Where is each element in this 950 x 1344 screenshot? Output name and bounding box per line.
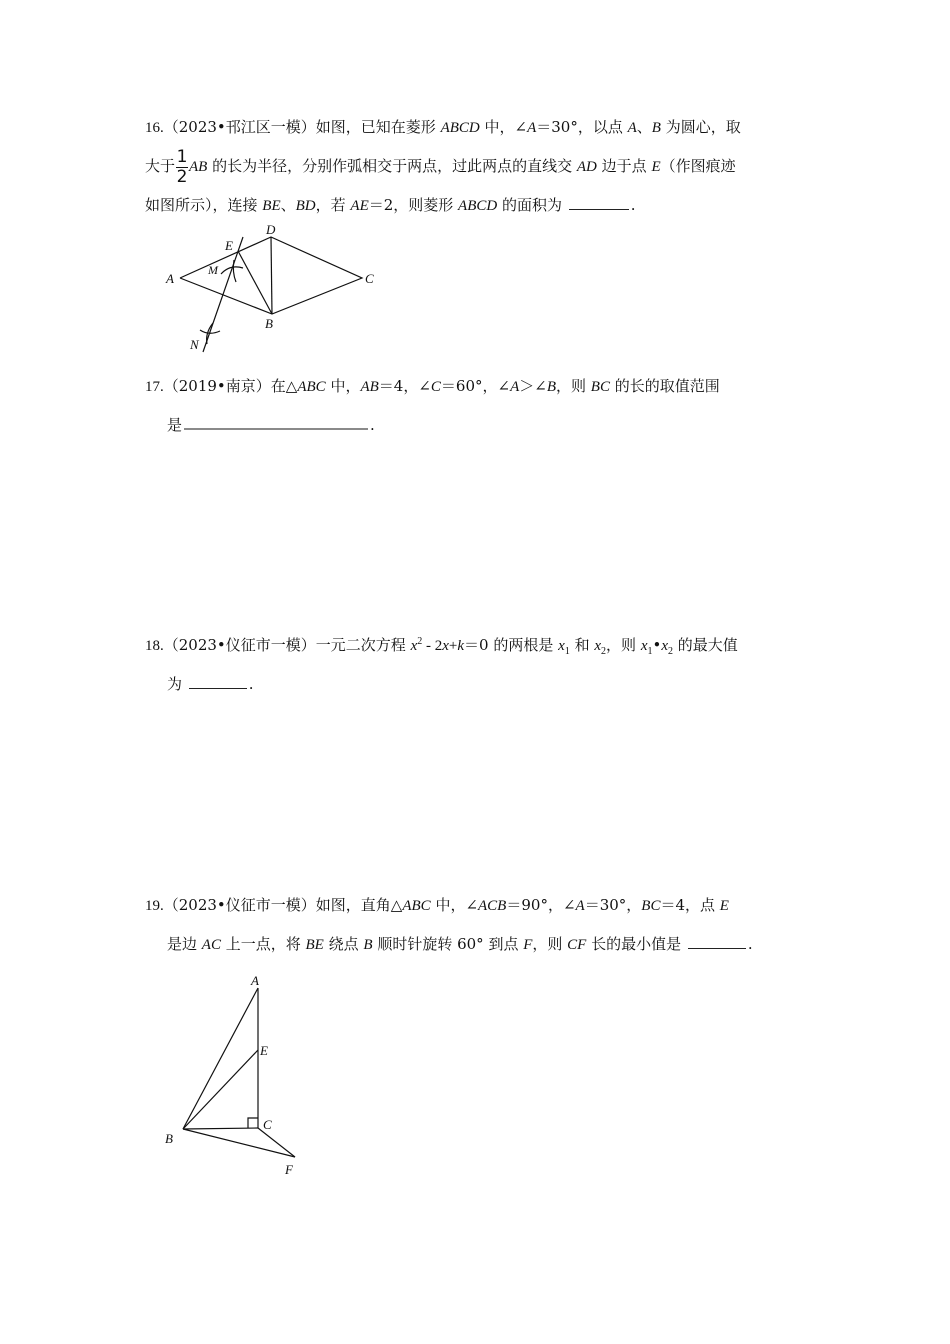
math-var: ABC [402, 898, 431, 914]
label-B: B [165, 1131, 173, 1146]
math-var: x [558, 638, 565, 654]
math-var: C [430, 379, 441, 395]
math-var: ABCD [440, 120, 480, 136]
text: ＝30°， [584, 896, 642, 914]
text: ＝2，则菱形 [368, 196, 459, 214]
label-E: E [225, 238, 233, 253]
math-var: AE [350, 198, 369, 214]
text: 、 [280, 196, 296, 214]
text: 和 [569, 636, 595, 654]
text: ＝4，点 [660, 896, 720, 914]
text: 长的最小值是 [586, 935, 686, 953]
text: 绕点 [323, 935, 364, 953]
label-A: A [251, 973, 259, 988]
text: . [747, 935, 753, 953]
math-var: E [719, 898, 729, 914]
question-number: 17. [145, 379, 164, 395]
text: . [630, 196, 636, 214]
math-var: x [442, 638, 449, 654]
question-number: 16. [145, 120, 164, 136]
text: ，则 [606, 636, 641, 654]
text: 是边 [167, 935, 202, 953]
text: 中， [325, 377, 361, 395]
text: 中，∠ [430, 896, 479, 914]
text: 如图，已知在菱形 [315, 118, 441, 136]
label-D: D [266, 222, 276, 237]
math-var: ACB [478, 898, 507, 914]
math-var: AD [576, 159, 597, 175]
math-var: BE [262, 198, 281, 214]
math-var: ABCD [458, 198, 498, 214]
text: ，则 [556, 377, 591, 395]
math-var: B [546, 379, 556, 395]
text: . [370, 416, 375, 434]
math-var: ABC [297, 379, 326, 395]
math-var: B [363, 937, 373, 953]
label-F: F [285, 1162, 293, 1177]
text: 顺时针旋转 60° 到点 [372, 935, 524, 953]
segment-AB [183, 988, 258, 1129]
question-number: 18. [145, 638, 164, 654]
label-C: C [263, 1117, 272, 1132]
math-var: F [523, 937, 533, 953]
text: + [448, 638, 458, 654]
text: . [248, 675, 254, 693]
math-var: x [661, 638, 669, 654]
text: ，若 [315, 196, 351, 214]
math-var: x [640, 638, 648, 654]
segment-BF [183, 1129, 295, 1157]
text: 上一点，将 [220, 935, 306, 953]
text: 大于 [145, 157, 176, 175]
text: ＝30°，以点 [536, 118, 628, 136]
text: 中，∠ [479, 118, 528, 136]
text: ＞∠ [519, 377, 547, 395]
math-var: B [651, 120, 661, 136]
text: 的最大值 [673, 636, 738, 654]
text: 边于点 [596, 157, 652, 175]
math-var: BC [641, 898, 661, 914]
text: 是 [167, 416, 183, 434]
question-source: （2023•仪征市一模） [163, 636, 316, 654]
right-angle-mark [248, 1118, 258, 1128]
math-var: E [651, 159, 661, 175]
math-var: x [410, 638, 418, 654]
text: 在△ [270, 377, 298, 395]
subscript: 1 [647, 646, 653, 657]
text: 为圆心，取 [660, 118, 741, 136]
text: ＝60°，∠ [440, 377, 511, 395]
text: 为 [167, 675, 187, 693]
question-source: （2019•南京） [163, 377, 271, 395]
math-var: BD [295, 198, 316, 214]
text: ＝90°，∠ [506, 896, 576, 914]
label-M: M [208, 263, 218, 277]
math-var: CF [567, 937, 587, 953]
text: 的面积为 [497, 196, 567, 214]
segment-BC [183, 1128, 258, 1129]
text: 、 [636, 118, 652, 136]
text: ＝4，∠ [378, 377, 431, 395]
fraction-denominator: 2 [176, 166, 188, 187]
subscript: 2 [668, 646, 674, 657]
math-var: BC [590, 379, 610, 395]
text: （作图痕迹 [660, 157, 736, 175]
subscript: 2 [601, 646, 607, 657]
text: 的长的取值范围 [609, 377, 720, 395]
fraction-numerator: 1 [176, 146, 188, 167]
question-source: （2023•仪征市一模） [163, 896, 316, 914]
math-var: A [575, 898, 585, 914]
text: 的长为半径，分别作弧相交于两点，过此两点的直线交 [207, 157, 577, 175]
math-var: AB [189, 159, 208, 175]
text: 如图所示），连接 [145, 196, 263, 214]
text: ＝0 的两根是 [464, 636, 559, 654]
segment-BE [183, 1050, 258, 1129]
math-var: AB [360, 379, 379, 395]
math-var: k [457, 638, 465, 654]
text: ，则 [532, 935, 568, 953]
label-C: C [365, 271, 374, 286]
text: • [652, 636, 662, 654]
text: 如图，直角△ [315, 896, 403, 914]
question-source: （2023•邗江区一模） [163, 118, 316, 136]
label-A: A [166, 271, 174, 286]
math-var: AC [201, 937, 221, 953]
math-var: A [510, 379, 520, 395]
math-var: BE [305, 937, 324, 953]
text: - 2 [422, 638, 443, 654]
question-number: 19. [145, 898, 164, 914]
label-B: B [265, 316, 273, 331]
label-N: N [190, 337, 199, 352]
math-var: A [527, 120, 537, 136]
math-var: A [627, 120, 637, 136]
label-E: E [260, 1043, 268, 1058]
subscript: 1 [564, 646, 570, 657]
math-var: x [594, 638, 602, 654]
superscript: 2 [417, 636, 423, 647]
text: 一元二次方程 [315, 636, 411, 654]
